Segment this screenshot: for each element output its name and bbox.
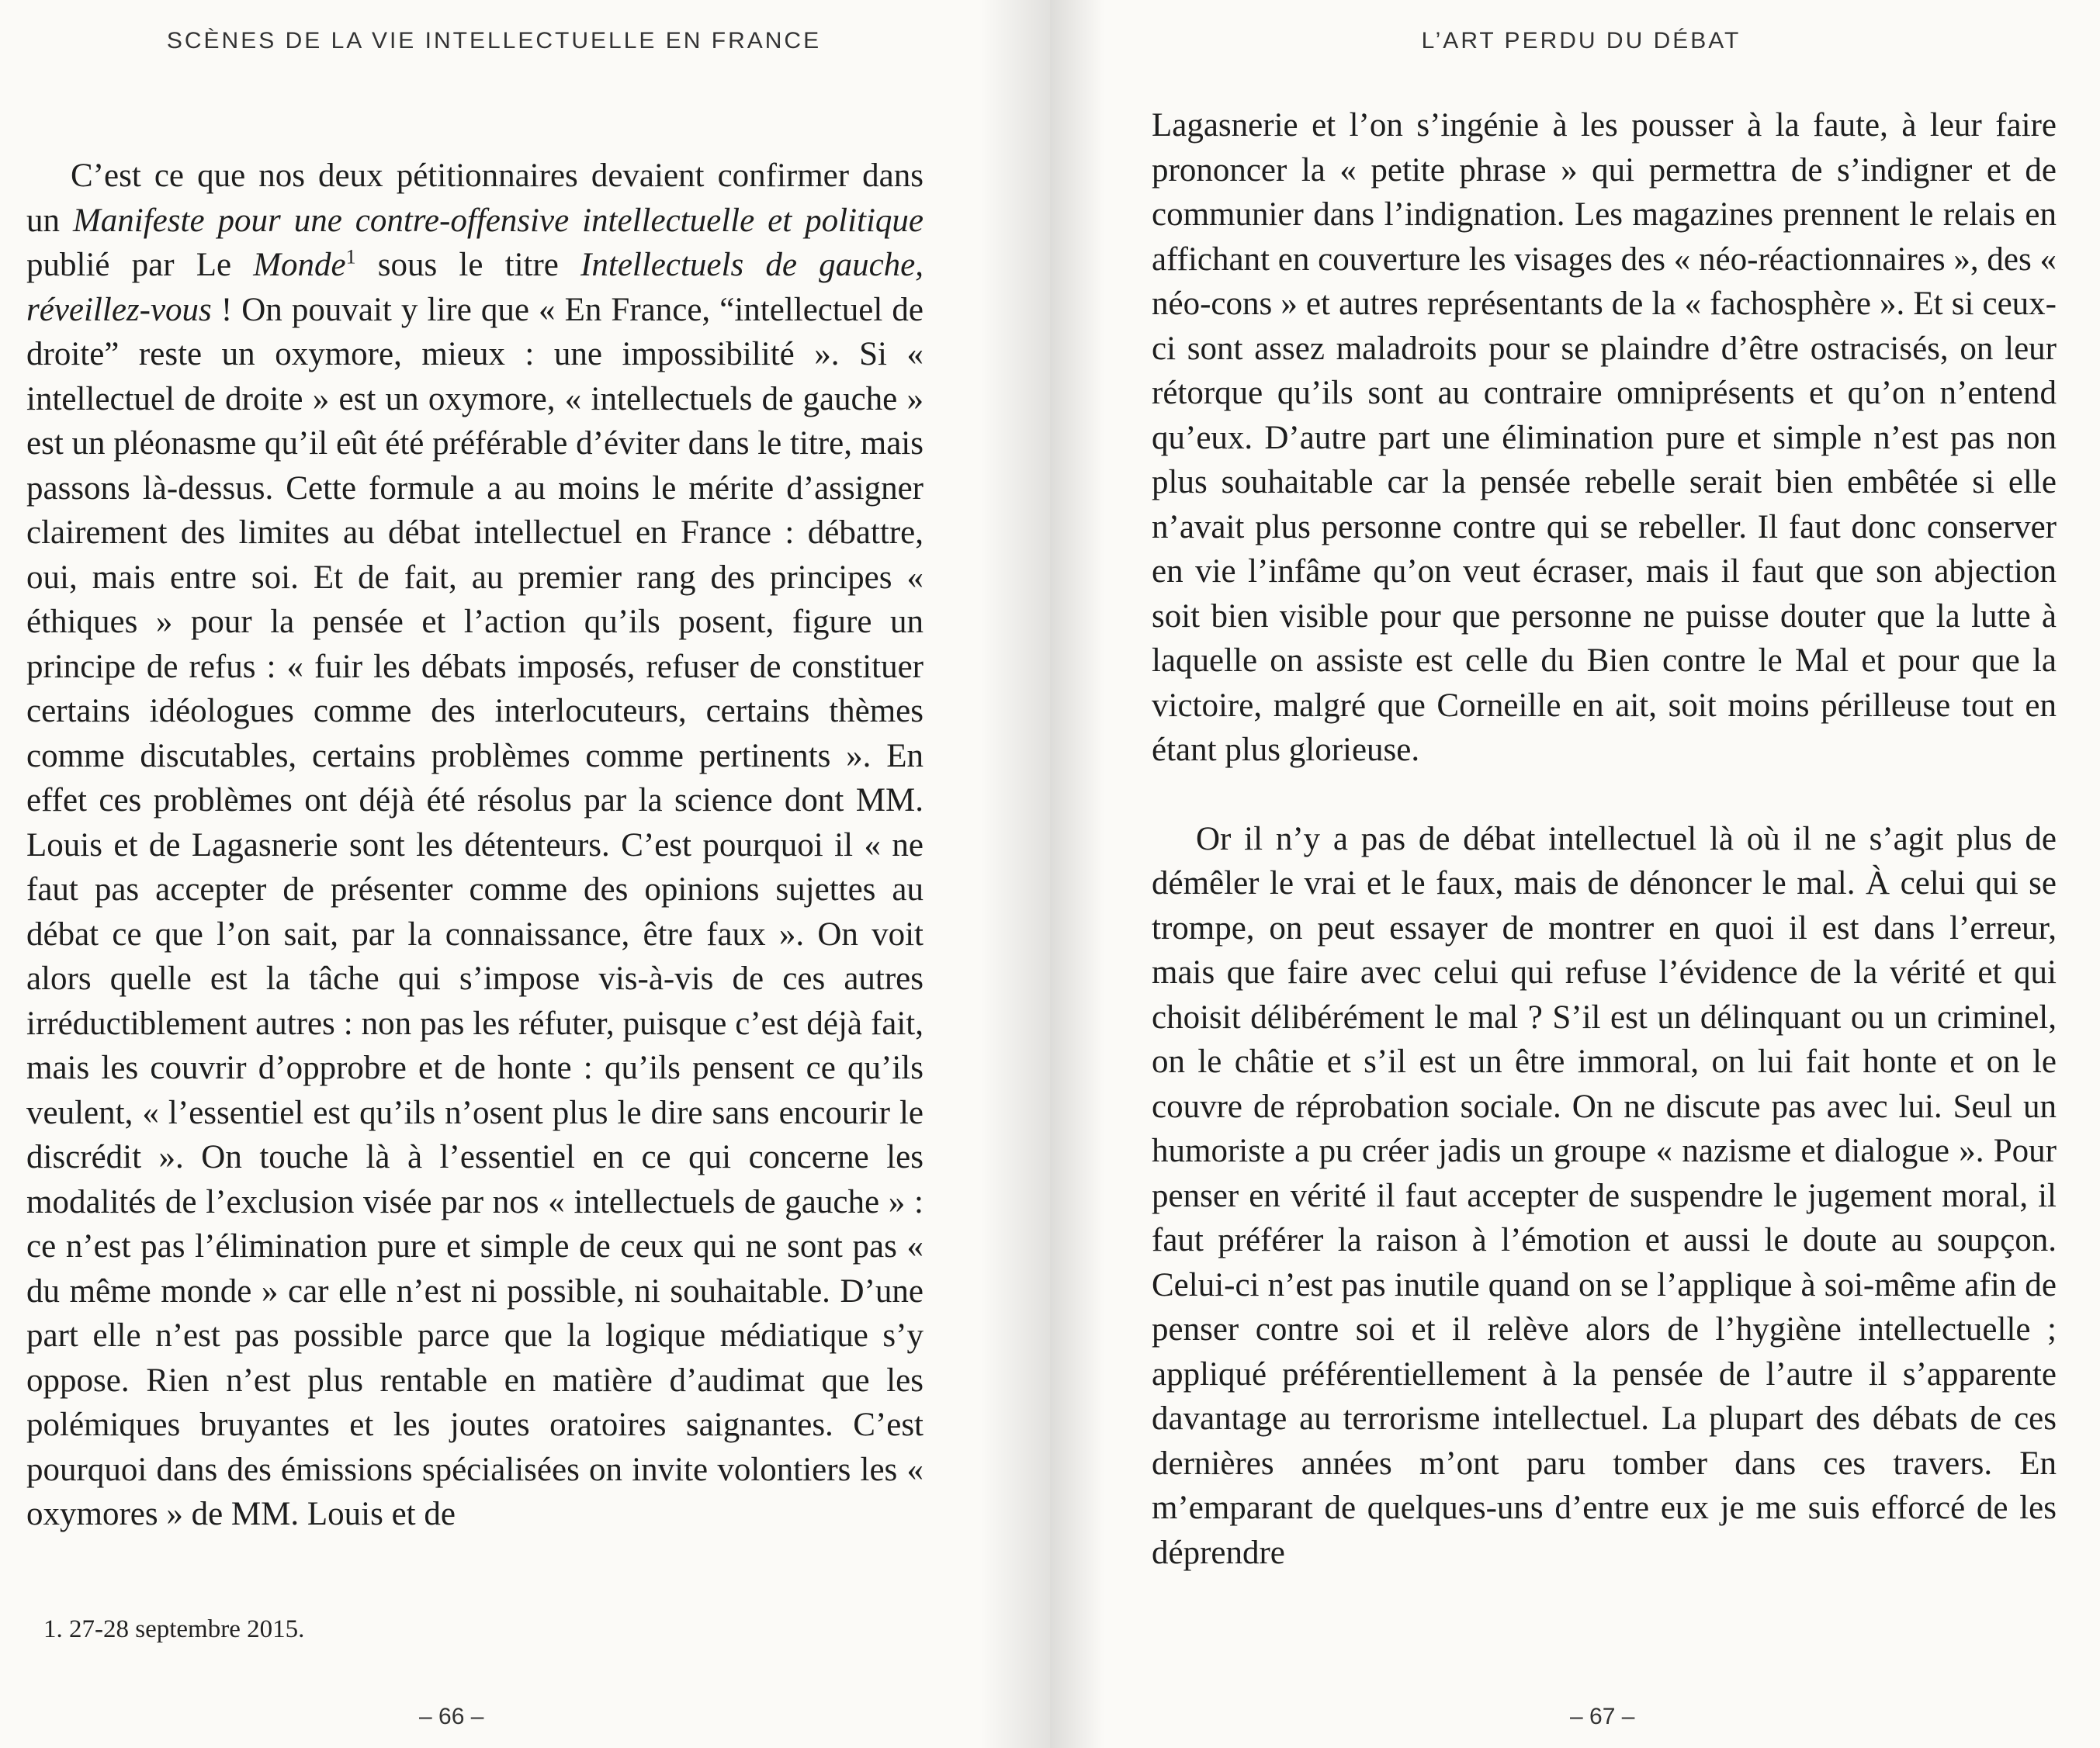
footnote-ref: 1 (345, 245, 356, 268)
paragraph: Or il n’y a pas de débat intellectuel là où il ne s’agit plus de démêler le vrai et le faux, mais de dénoncer le mal. À celui qui se trompe, on peut essayer de montrer en quoi il est dans l’erreur, mais que faire avec celui qui refuse l’évidence de la vérité et qui choisit délibérément le mal ? S’il est un délinquant ou un criminel, on le châtie et s’il est un être immoral, on lui fait honte et on le couvre de réprobation sociale. On ne discute pas avec lui. Seul un humoriste a pu créer jadis un groupe « nazisme et dialogue ». Pour penser en vérité il faut accepter de suspendre le jugement moral, il faut préférer la raison à l’émotion et aussi le doute au soupçon. Celui-ci n’est pas inutile quand on se l’applique à soi-même afin de penser contre soi et il relève alors de l’hygiène intellectuelle ; appliqué préférentiellement à la pensée de l’autre il s’apparente davantage au terrorisme intellectuel. La plupart des débats de ces dernières années m’ont paru tomber dans ces travers. En m’emparant de quelques-uns d’entre eux je me suis efforcé de les déprendre (1152, 820, 2057, 1571)
italic-title: Intellectuels de gauche, réveillez-vous (26, 247, 924, 328)
paragraph (26, 154, 924, 1537)
body-text (1152, 103, 2057, 1575)
body-text (26, 154, 924, 1537)
right-page (1050, 0, 2100, 1748)
gutter-shadow (1050, 0, 1104, 1748)
paragraph: Lagasnerie et l’on s’ingénie à les pousser à la faute, à leur faire prononcer la « petite phrase » qui permettra de s’indigner et de communier dans l’indignation. Les magazines prennent le relais en affichant en couverture les visages des « néo-réactionnaires », des « néo-cons » et autres représentants de la « fachosphère ». Et si ceux-ci sont assez maladroits pour se plaindre d’être ostracisés, on leur rétorque qu’ils sont au contraire omniprésents et qu’on n’entend qu’eux. D’autre part une élimination pure et simple n’est pas non plus souhaitable car la pensée rebelle serait bien embêtée si elle n’avait plus personne contre qui se rebeller. Il faut donc conserver en vie l’infâme qu’on veut écraser, mais il faut que son abjection soit bien visible pour que personne ne puisse douter que la lutte à laquelle on assiste est celle du Bien contre le Mal et pour que la victoire, malgré que Corneille en ait, soit moins périlleuse tout en étant plus glorieuse. (1152, 107, 2057, 768)
footnote: 1. 27-28 septembre 2015. (43, 1615, 305, 1643)
text-run: publié par Le (26, 247, 254, 283)
text-run: ! On pouvait y lire que « En France, “intellectuel de droite” reste un oxymore, mieux : une impossibilité ». Si « intellectuel de droite » est un oxymore, « intellectuels de gauche » est un pléonasme qu’il eût été préférable d’éviter dans le titre, mais passons là-dessus. Cette formule a au moins le mérite d’assigner clairement des limites au débat intellectuel en France : débattre, oui, mais entre soi. Et de fait, au premier rang des principes « éthiques » pour la pensée et l’action qu’ils posent, figure un principe de refus : « fuir les débats imposés, refuser de constituer certains idéologues comme des interlocuteurs, certains thèmes comme discutables, certains problèmes comme pertinents ». En effet ces problèmes ont déjà été résolus par la science dont MM. Louis et de Lagasnerie sont les détenteurs. C’est pourquoi il « ne faut pas accepter de présenter comme des opinions sujettes au débat ce que l’on sait, par la connaissance, être faux ». On voit alors quelle est la tâche qui s’impose vis-à-vis de ces autres irréductiblement autres : non pas les réfuter, puisque c’est déjà fait, mais les couvrir d’opprobre et de honte : qu’ils pensent ce qu’ils veulent, « l’essentiel est qu’ils n’osent plus le dire sans encourir le discrédit ». On touche là à l’essentiel en ce qui concerne les modalités de l’exclusion visée par nos « intellectuels de gauche » : ce n’est pas l’élimination pure et simple de ceux qui ne sont pas « du même monde » car elle n’est ni possible, ni souhaitable. D’une part elle n’est pas possible parce que la logique médiatique s’y oppose. Rien n’est plus rentable en matière d’audimat que les polémiques bruyantes et les joutes oratoires saignantes. C’est pourquoi dans des émissions spécialisées on invite volontiers les « oxymores » de MM. Louis et de (26, 291, 924, 1532)
page-number: – 66 – (419, 1704, 484, 1729)
text-run: sous le titre (355, 247, 581, 283)
text-run: C’est ce que nos deux pétitionnaires devaient confirmer dans un (26, 157, 924, 239)
page-number: – 67 – (1570, 1704, 1635, 1729)
gutter-shadow (980, 0, 1050, 1748)
italic-title: Manifeste pour une contre-offensive intellectuelle et politique (72, 202, 924, 239)
italic-title: Monde (253, 247, 346, 283)
running-head: L’ART PERDU DU DÉBAT (1421, 28, 1741, 54)
running-head: SCÈNES DE LA VIE INTELLECTUELLE EN FRANCE (166, 28, 822, 54)
